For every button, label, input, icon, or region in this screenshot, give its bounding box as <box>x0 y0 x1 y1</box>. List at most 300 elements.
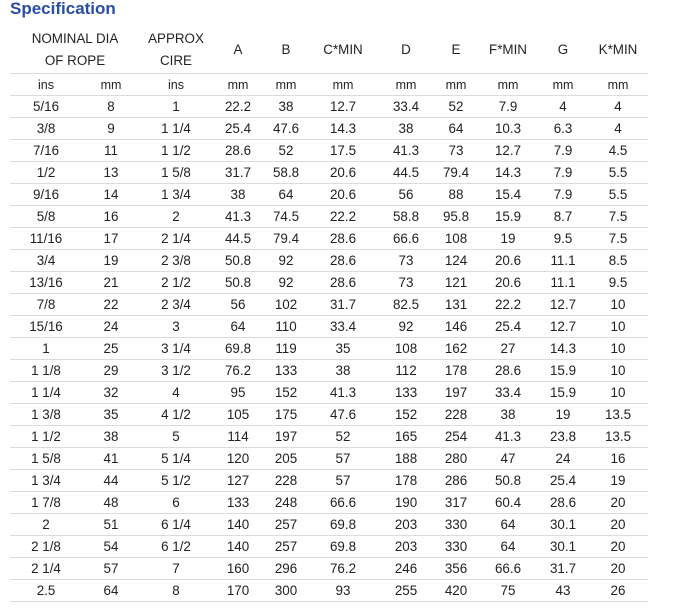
table-cell: 1 5/8 <box>140 162 212 184</box>
table-cell: 108 <box>378 338 434 360</box>
table-cell: 28.6 <box>308 228 378 250</box>
table-cell: 69.8 <box>308 536 378 558</box>
table-cell: 64 <box>212 316 264 338</box>
units-row <box>10 74 648 96</box>
table-cell: 300 <box>264 580 308 602</box>
table-cell: 57 <box>308 448 378 470</box>
table-cell: 22.2 <box>212 96 264 118</box>
table-cell: 69.8 <box>212 338 264 360</box>
table-cell: 73 <box>434 140 478 162</box>
table-cell: 31.7 <box>538 558 588 580</box>
table-cell: 330 <box>434 536 478 558</box>
table-cell: 257 <box>264 514 308 536</box>
table-cell: 28.6 <box>212 140 264 162</box>
table-cell: 2.5 <box>10 580 82 602</box>
table-cell: 22 <box>82 294 140 316</box>
table-cell: 92 <box>264 272 308 294</box>
header-d: D <box>378 27 434 74</box>
table-cell: 110 <box>264 316 308 338</box>
table-cell: 248 <box>264 492 308 514</box>
table-cell: 420 <box>434 580 478 602</box>
table-row <box>10 426 648 448</box>
table-cell: 32 <box>82 382 140 404</box>
table-row <box>10 140 648 162</box>
table-cell: 1 3/4 <box>140 184 212 206</box>
table-row <box>10 250 648 272</box>
table-cell: 56 <box>378 184 434 206</box>
table-cell: 38 <box>378 118 434 140</box>
table-cell: 8.7 <box>538 206 588 228</box>
table-cell: 10 <box>588 360 648 382</box>
table-cell: 178 <box>434 360 478 382</box>
table-cell: 14.3 <box>538 338 588 360</box>
header-g: G <box>538 27 588 74</box>
table-cell: 1 3/4 <box>10 470 82 492</box>
table-cell: 14.3 <box>478 162 538 184</box>
table-row <box>10 360 648 382</box>
table-cell: 30.1 <box>538 514 588 536</box>
header-row <box>10 27 648 74</box>
table-cell: 140 <box>212 514 264 536</box>
table-cell: 56 <box>212 294 264 316</box>
table-cell: 112 <box>378 360 434 382</box>
table-row <box>10 96 648 118</box>
table-cell: 41 <box>82 448 140 470</box>
table-cell: 20.6 <box>308 184 378 206</box>
table-cell: 88 <box>434 184 478 206</box>
table-cell: 13/16 <box>10 272 82 294</box>
table-cell: 5 1/4 <box>140 448 212 470</box>
table-cell: 60.4 <box>478 492 538 514</box>
table-cell: 1 <box>140 96 212 118</box>
table-cell: 24 <box>538 448 588 470</box>
table-cell: 140 <box>212 536 264 558</box>
table-row <box>10 184 648 206</box>
table-cell: 64 <box>478 514 538 536</box>
table-cell: 5/8 <box>10 206 82 228</box>
table-cell: 50.8 <box>212 250 264 272</box>
table-cell: 2 <box>10 514 82 536</box>
table-cell: 25 <box>82 338 140 360</box>
table-cell: 165 <box>378 426 434 448</box>
table-cell: 52 <box>308 426 378 448</box>
table-cell: 57 <box>308 470 378 492</box>
table-cell: 2 3/8 <box>140 250 212 272</box>
table-row <box>10 514 648 536</box>
table-cell: 2 1/4 <box>140 228 212 250</box>
unit-cell: mm <box>308 74 378 96</box>
table-cell: 20.6 <box>478 272 538 294</box>
table-row <box>10 272 648 294</box>
table-cell: 1 1/4 <box>10 382 82 404</box>
table-cell: 9/16 <box>10 184 82 206</box>
table-cell: 52 <box>264 140 308 162</box>
unit-cell: mm <box>434 74 478 96</box>
table-cell: 246 <box>378 558 434 580</box>
table-cell: 6 <box>140 492 212 514</box>
table-cell: 3 1/4 <box>140 338 212 360</box>
table-cell: 15.9 <box>538 360 588 382</box>
table-cell: 38 <box>478 404 538 426</box>
table-cell: 190 <box>378 492 434 514</box>
header-nominal-dia <box>10 27 140 74</box>
table-cell: 66.6 <box>378 228 434 250</box>
unit-cell: mm <box>212 74 264 96</box>
table-cell: 228 <box>264 470 308 492</box>
table-cell: 152 <box>378 404 434 426</box>
table-row <box>10 294 648 316</box>
table-cell: 102 <box>264 294 308 316</box>
table-cell: 1 1/4 <box>140 118 212 140</box>
table-cell: 4.5 <box>588 140 648 162</box>
table-cell: 3/8 <box>10 118 82 140</box>
table-row <box>10 558 648 580</box>
table-cell: 38 <box>82 426 140 448</box>
table-cell: 58.8 <box>264 162 308 184</box>
table-cell: 9.5 <box>538 228 588 250</box>
table-cell: 5 1/2 <box>140 470 212 492</box>
table-cell: 92 <box>378 316 434 338</box>
table-cell: 296 <box>264 558 308 580</box>
table-cell: 76.2 <box>212 360 264 382</box>
header-nominal-line2: OF ROPE <box>44 53 106 68</box>
table-row <box>10 206 648 228</box>
table-row <box>10 536 648 558</box>
table-cell: 33.4 <box>378 96 434 118</box>
unit-cell: mm <box>538 74 588 96</box>
table-cell: 7.9 <box>478 96 538 118</box>
header-nominal-line1: NOMINAL DIA <box>31 31 119 46</box>
unit-cell: mm <box>264 74 308 96</box>
table-cell: 5.5 <box>588 184 648 206</box>
table-cell: 13.5 <box>588 404 648 426</box>
table-cell: 203 <box>378 514 434 536</box>
table-row <box>10 162 648 184</box>
table-cell: 205 <box>264 448 308 470</box>
table-cell: 25.4 <box>538 470 588 492</box>
table-cell: 5 <box>140 426 212 448</box>
table-cell: 12.7 <box>308 96 378 118</box>
table-cell: 10.3 <box>478 118 538 140</box>
table-cell: 133 <box>264 360 308 382</box>
table-cell: 41.3 <box>478 426 538 448</box>
header-approx-cire <box>140 27 212 74</box>
table-cell: 6 1/4 <box>140 514 212 536</box>
table-cell: 35 <box>308 338 378 360</box>
unit-cell: mm <box>478 74 538 96</box>
table-cell: 2 1/4 <box>10 558 82 580</box>
table-cell: 23.8 <box>538 426 588 448</box>
table-cell: 5.5 <box>588 162 648 184</box>
table-cell: 356 <box>434 558 478 580</box>
table-cell: 127 <box>212 470 264 492</box>
table-cell: 2 1/2 <box>140 272 212 294</box>
table-cell: 25.4 <box>478 316 538 338</box>
table-cell: 64 <box>82 580 140 602</box>
table-cell: 51 <box>82 514 140 536</box>
table-cell: 43 <box>538 580 588 602</box>
table-cell: 31.7 <box>212 162 264 184</box>
table-cell: 197 <box>434 382 478 404</box>
table-cell: 33.4 <box>308 316 378 338</box>
table-cell: 3/4 <box>10 250 82 272</box>
table-cell: 66.6 <box>478 558 538 580</box>
table-cell: 48 <box>82 492 140 514</box>
unit-cell: ins <box>10 74 82 96</box>
table-cell: 12.7 <box>478 140 538 162</box>
table-cell: 188 <box>378 448 434 470</box>
table-cell: 9 <box>82 118 140 140</box>
table-cell: 66.6 <box>308 492 378 514</box>
table-cell: 64 <box>434 118 478 140</box>
table-cell: 44.5 <box>212 228 264 250</box>
table-cell: 79.4 <box>434 162 478 184</box>
table-cell: 12.7 <box>538 294 588 316</box>
table-cell: 29 <box>82 360 140 382</box>
table-cell: 108 <box>434 228 478 250</box>
table-cell: 11 <box>82 140 140 162</box>
table-cell: 30.1 <box>538 536 588 558</box>
header-b: B <box>264 27 308 74</box>
table-cell: 47.6 <box>264 118 308 140</box>
table-cell: 7.9 <box>538 162 588 184</box>
table-cell: 92 <box>264 250 308 272</box>
table-cell: 8.5 <box>588 250 648 272</box>
table-cell: 74.5 <box>264 206 308 228</box>
table-cell: 14.3 <box>308 118 378 140</box>
table-cell: 41.3 <box>378 140 434 162</box>
table-cell: 57 <box>82 558 140 580</box>
table-row <box>10 404 648 426</box>
table-cell: 1 3/8 <box>10 404 82 426</box>
table-cell: 255 <box>378 580 434 602</box>
table-cell: 7/8 <box>10 294 82 316</box>
table-cell: 4 <box>538 96 588 118</box>
table-cell: 10 <box>588 294 648 316</box>
table-cell: 15/16 <box>10 316 82 338</box>
table-cell: 24 <box>82 316 140 338</box>
table-cell: 120 <box>212 448 264 470</box>
table-cell: 1 7/8 <box>10 492 82 514</box>
table-cell: 8 <box>82 96 140 118</box>
table-cell: 10 <box>588 316 648 338</box>
table-cell: 16 <box>82 206 140 228</box>
header-approx-line1: APPROX <box>148 31 204 46</box>
table-cell: 1/2 <box>10 162 82 184</box>
table-cell: 4 1/2 <box>140 404 212 426</box>
table-cell: 4 <box>588 118 648 140</box>
table-cell: 121 <box>434 272 478 294</box>
table-cell: 20.6 <box>478 250 538 272</box>
header-a: A <box>212 27 264 74</box>
table-cell: 54 <box>82 536 140 558</box>
table-cell: 15.9 <box>538 382 588 404</box>
table-cell: 3 1/2 <box>140 360 212 382</box>
unit-cell: mm <box>82 74 140 96</box>
table-cell: 330 <box>434 514 478 536</box>
header-approx-line2: CIRE <box>160 53 192 68</box>
table-cell: 15.4 <box>478 184 538 206</box>
table-cell: 20.6 <box>308 162 378 184</box>
table-cell: 16 <box>588 448 648 470</box>
unit-cell: mm <box>588 74 648 96</box>
table-cell: 5/16 <box>10 96 82 118</box>
table-cell: 133 <box>212 492 264 514</box>
table-cell: 33.4 <box>478 382 538 404</box>
specification-table <box>10 27 648 602</box>
table-cell: 73 <box>378 272 434 294</box>
table-cell: 13.5 <box>588 426 648 448</box>
table-cell: 31.7 <box>308 294 378 316</box>
table-cell: 75 <box>478 580 538 602</box>
table-cell: 11.1 <box>538 250 588 272</box>
unit-cell: mm <box>378 74 434 96</box>
table-cell: 11.1 <box>538 272 588 294</box>
header-k-min: K*MIN <box>588 27 648 74</box>
table-cell: 162 <box>434 338 478 360</box>
table-cell: 7/16 <box>10 140 82 162</box>
table-cell: 41.3 <box>212 206 264 228</box>
table-cell: 131 <box>434 294 478 316</box>
table-cell: 22.2 <box>308 206 378 228</box>
table-cell: 44.5 <box>378 162 434 184</box>
table-cell: 4 <box>140 382 212 404</box>
table-cell: 52 <box>434 96 478 118</box>
table-cell: 28.6 <box>478 360 538 382</box>
table-cell: 6.3 <box>538 118 588 140</box>
table-cell: 254 <box>434 426 478 448</box>
table-cell: 11/16 <box>10 228 82 250</box>
table-row <box>10 448 648 470</box>
table-cell: 133 <box>378 382 434 404</box>
table-cell: 317 <box>434 492 478 514</box>
table-cell: 7.5 <box>588 228 648 250</box>
table-cell: 19 <box>478 228 538 250</box>
table-cell: 15.9 <box>478 206 538 228</box>
table-cell: 26 <box>588 580 648 602</box>
table-cell: 3 <box>140 316 212 338</box>
table-cell: 10 <box>588 382 648 404</box>
table-row <box>10 316 648 338</box>
table-cell: 8 <box>140 580 212 602</box>
table-cell: 93 <box>308 580 378 602</box>
table-cell: 28.6 <box>538 492 588 514</box>
table-cell: 2 3/4 <box>140 294 212 316</box>
table-cell: 178 <box>378 470 434 492</box>
table-row <box>10 382 648 404</box>
table-cell: 35 <box>82 404 140 426</box>
table-cell: 10 <box>588 338 648 360</box>
table-cell: 20 <box>588 558 648 580</box>
table-cell: 21 <box>82 272 140 294</box>
table-cell: 257 <box>264 536 308 558</box>
table-cell: 20 <box>588 536 648 558</box>
table-cell: 7.9 <box>538 140 588 162</box>
table-cell: 1 1/8 <box>10 360 82 382</box>
table-cell: 20 <box>588 492 648 514</box>
table-cell: 27 <box>478 338 538 360</box>
table-cell: 44 <box>82 470 140 492</box>
unit-cell: ins <box>140 74 212 96</box>
header-c-min: C*MIN <box>308 27 378 74</box>
table-cell: 82.5 <box>378 294 434 316</box>
table-cell: 119 <box>264 338 308 360</box>
table-row <box>10 228 648 250</box>
table-row <box>10 338 648 360</box>
header-f-min: F*MIN <box>478 27 538 74</box>
table-cell: 2 1/8 <box>10 536 82 558</box>
table-row <box>10 580 648 602</box>
table-cell: 64 <box>264 184 308 206</box>
table-cell: 4 <box>588 96 648 118</box>
table-cell: 7 <box>140 558 212 580</box>
table-cell: 7.9 <box>538 184 588 206</box>
table-cell: 19 <box>588 470 648 492</box>
table-cell: 69.8 <box>308 514 378 536</box>
table-cell: 19 <box>82 250 140 272</box>
table-cell: 79.4 <box>264 228 308 250</box>
table-cell: 19 <box>538 404 588 426</box>
table-cell: 25.4 <box>212 118 264 140</box>
table-cell: 50.8 <box>212 272 264 294</box>
table-cell: 286 <box>434 470 478 492</box>
table-cell: 64 <box>478 536 538 558</box>
table-cell: 228 <box>434 404 478 426</box>
table-cell: 76.2 <box>308 558 378 580</box>
header-e: E <box>434 27 478 74</box>
table-cell: 1 1/2 <box>140 140 212 162</box>
table-cell: 124 <box>434 250 478 272</box>
table-cell: 105 <box>212 404 264 426</box>
table-cell: 17.5 <box>308 140 378 162</box>
table-cell: 38 <box>264 96 308 118</box>
table-cell: 7.5 <box>588 206 648 228</box>
table-cell: 152 <box>264 382 308 404</box>
table-cell: 160 <box>212 558 264 580</box>
page-title: Specification <box>10 0 116 18</box>
table-cell: 20 <box>588 514 648 536</box>
table-cell: 9.5 <box>588 272 648 294</box>
table-cell: 58.8 <box>378 206 434 228</box>
table-cell: 170 <box>212 580 264 602</box>
table-cell: 146 <box>434 316 478 338</box>
table-cell: 13 <box>82 162 140 184</box>
table-cell: 114 <box>212 426 264 448</box>
table-cell: 47.6 <box>308 404 378 426</box>
table-cell: 2 <box>140 206 212 228</box>
table-cell: 17 <box>82 228 140 250</box>
table-cell: 28.6 <box>308 250 378 272</box>
table-cell: 73 <box>378 250 434 272</box>
table-cell: 38 <box>308 360 378 382</box>
table-cell: 50.8 <box>478 470 538 492</box>
table-cell: 22.2 <box>478 294 538 316</box>
table-cell: 95.8 <box>434 206 478 228</box>
table-cell: 1 5/8 <box>10 448 82 470</box>
table-cell: 38 <box>212 184 264 206</box>
table-cell: 197 <box>264 426 308 448</box>
table-cell: 175 <box>264 404 308 426</box>
table-cell: 6 1/2 <box>140 536 212 558</box>
table-cell: 12.7 <box>538 316 588 338</box>
table-cell: 1 1/2 <box>10 426 82 448</box>
table-cell: 47 <box>478 448 538 470</box>
table-cell: 95 <box>212 382 264 404</box>
table-cell: 280 <box>434 448 478 470</box>
table-cell: 14 <box>82 184 140 206</box>
table-cell: 28.6 <box>308 272 378 294</box>
table-cell: 41.3 <box>308 382 378 404</box>
